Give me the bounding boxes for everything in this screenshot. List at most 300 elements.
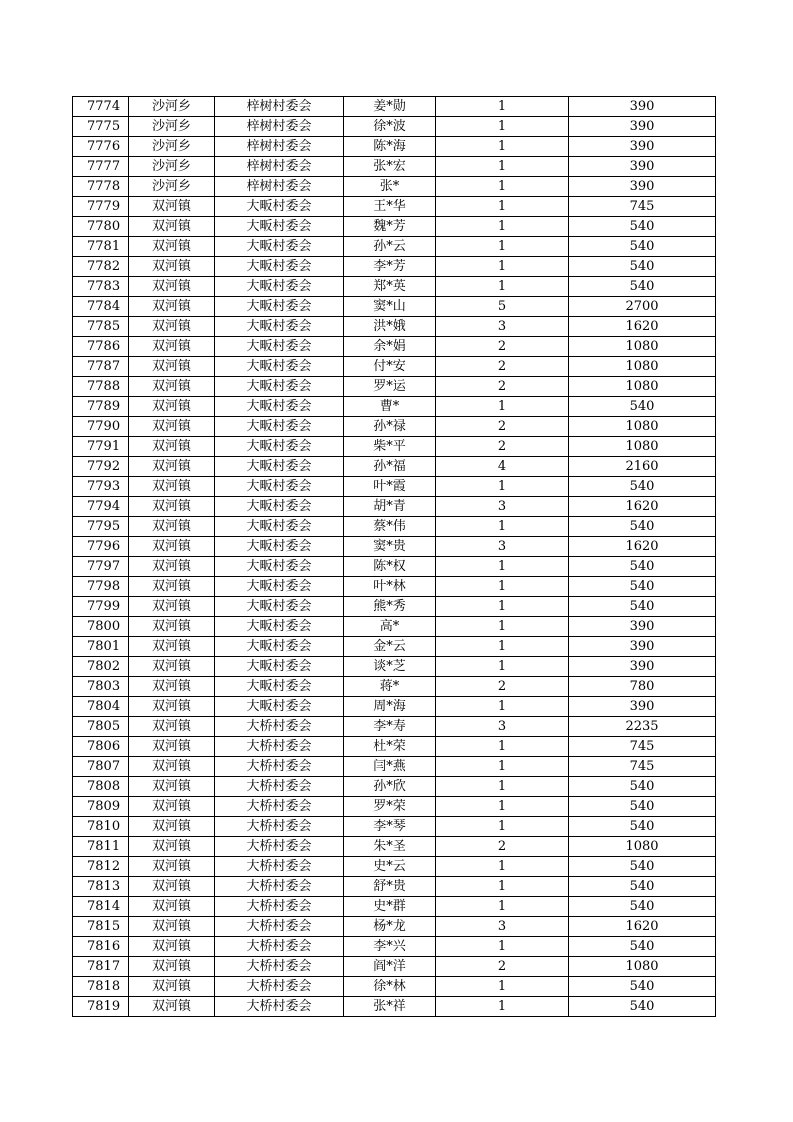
household-count-cell: 1: [436, 217, 569, 237]
amount-cell: 540: [569, 797, 716, 817]
table-row: [73, 397, 716, 417]
township-cell: 双河镇: [129, 417, 215, 437]
table-row: [73, 377, 716, 397]
township-cell: 双河镇: [129, 817, 215, 837]
serial-number-cell: 7802: [73, 657, 129, 677]
household-count-cell: 1: [436, 197, 569, 217]
serial-number-cell: 7774: [73, 97, 129, 117]
name-cell: 柴*平: [344, 437, 436, 457]
amount-cell: 540: [569, 597, 716, 617]
household-count-cell: 2: [436, 957, 569, 977]
name-cell: 孙*禄: [344, 417, 436, 437]
village-committee-cell: 大畈村委会: [215, 277, 344, 297]
household-count-cell: 1: [436, 657, 569, 677]
table-row: [73, 877, 716, 897]
village-committee-cell: 大畈村委会: [215, 377, 344, 397]
name-cell: 李*兴: [344, 937, 436, 957]
amount-cell: 540: [569, 257, 716, 277]
name-cell: 洪*娥: [344, 317, 436, 337]
serial-number-cell: 7806: [73, 737, 129, 757]
serial-number-cell: 7799: [73, 597, 129, 617]
name-cell: 李*芳: [344, 257, 436, 277]
serial-number-cell: 7775: [73, 117, 129, 137]
township-cell: 双河镇: [129, 937, 215, 957]
village-committee-cell: 大桥村委会: [215, 917, 344, 937]
household-count-cell: 1: [436, 697, 569, 717]
serial-number-cell: 7792: [73, 457, 129, 477]
amount-cell: 540: [569, 897, 716, 917]
household-count-cell: 5: [436, 297, 569, 317]
township-cell: 双河镇: [129, 637, 215, 657]
village-committee-cell: 梓树村委会: [215, 157, 344, 177]
village-committee-cell: 大畈村委会: [215, 457, 344, 477]
name-cell: 胡*青: [344, 497, 436, 517]
table-row: [73, 137, 716, 157]
table-row: [73, 997, 716, 1017]
table-row: [73, 837, 716, 857]
serial-number-cell: 7797: [73, 557, 129, 577]
household-count-cell: 3: [436, 717, 569, 737]
village-committee-cell: 大畈村委会: [215, 497, 344, 517]
household-count-cell: 2: [436, 337, 569, 357]
amount-cell: 540: [569, 397, 716, 417]
household-count-cell: 1: [436, 777, 569, 797]
serial-number-cell: 7795: [73, 517, 129, 537]
household-count-cell: 2: [436, 437, 569, 457]
township-cell: 双河镇: [129, 557, 215, 577]
name-cell: 窦*山: [344, 297, 436, 317]
serial-number-cell: 7793: [73, 477, 129, 497]
name-cell: 张*祥: [344, 997, 436, 1017]
village-committee-cell: 梓树村委会: [215, 117, 344, 137]
village-committee-cell: 大畈村委会: [215, 517, 344, 537]
name-cell: 蔡*伟: [344, 517, 436, 537]
amount-cell: 1620: [569, 917, 716, 937]
amount-cell: 1080: [569, 377, 716, 397]
township-cell: 双河镇: [129, 957, 215, 977]
name-cell: 舒*贵: [344, 877, 436, 897]
village-committee-cell: 大桥村委会: [215, 877, 344, 897]
household-count-cell: 1: [436, 117, 569, 137]
amount-cell: 540: [569, 777, 716, 797]
table-row: [73, 537, 716, 557]
table-row: [73, 857, 716, 877]
table-row: [73, 817, 716, 837]
village-committee-cell: 梓树村委会: [215, 97, 344, 117]
table-row: [73, 477, 716, 497]
township-cell: 双河镇: [129, 537, 215, 557]
serial-number-cell: 7790: [73, 417, 129, 437]
amount-cell: 390: [569, 637, 716, 657]
serial-number-cell: 7810: [73, 817, 129, 837]
village-committee-cell: 大畈村委会: [215, 657, 344, 677]
name-cell: 杨*龙: [344, 917, 436, 937]
amount-cell: 540: [569, 577, 716, 597]
village-committee-cell: 大畈村委会: [215, 437, 344, 457]
table-row: [73, 717, 716, 737]
table-row: [73, 617, 716, 637]
amount-cell: 540: [569, 237, 716, 257]
serial-number-cell: 7809: [73, 797, 129, 817]
table-row: [73, 197, 716, 217]
serial-number-cell: 7811: [73, 837, 129, 857]
serial-number-cell: 7801: [73, 637, 129, 657]
name-cell: 姜*勋: [344, 97, 436, 117]
household-count-cell: 1: [436, 137, 569, 157]
household-count-cell: 2: [436, 377, 569, 397]
household-count-cell: 1: [436, 897, 569, 917]
table-row: [73, 697, 716, 717]
amount-cell: 540: [569, 817, 716, 837]
household-count-cell: 1: [436, 997, 569, 1017]
serial-number-cell: 7782: [73, 257, 129, 277]
township-cell: 双河镇: [129, 237, 215, 257]
serial-number-cell: 7778: [73, 177, 129, 197]
name-cell: 曹*: [344, 397, 436, 417]
village-committee-cell: 大桥村委会: [215, 977, 344, 997]
township-cell: 双河镇: [129, 657, 215, 677]
household-count-cell: 4: [436, 457, 569, 477]
amount-cell: 390: [569, 657, 716, 677]
name-cell: 谈*芝: [344, 657, 436, 677]
table-row: [73, 117, 716, 137]
serial-number-cell: 7805: [73, 717, 129, 737]
name-cell: 魏*芳: [344, 217, 436, 237]
name-cell: 郑*英: [344, 277, 436, 297]
name-cell: 张*: [344, 177, 436, 197]
name-cell: 朱*圣: [344, 837, 436, 857]
amount-cell: 1080: [569, 337, 716, 357]
township-cell: 双河镇: [129, 897, 215, 917]
name-cell: 熊*秀: [344, 597, 436, 617]
name-cell: 徐*波: [344, 117, 436, 137]
serial-number-cell: 7777: [73, 157, 129, 177]
amount-cell: 540: [569, 877, 716, 897]
serial-number-cell: 7804: [73, 697, 129, 717]
serial-number-cell: 7789: [73, 397, 129, 417]
township-cell: 双河镇: [129, 737, 215, 757]
household-count-cell: 1: [436, 857, 569, 877]
township-cell: 双河镇: [129, 877, 215, 897]
household-count-cell: 2: [436, 677, 569, 697]
household-count-cell: 3: [436, 537, 569, 557]
village-committee-cell: 大畈村委会: [215, 357, 344, 377]
amount-cell: 745: [569, 737, 716, 757]
amount-cell: 390: [569, 137, 716, 157]
village-committee-cell: 大畈村委会: [215, 317, 344, 337]
village-committee-cell: 大畈村委会: [215, 397, 344, 417]
household-count-cell: 1: [436, 557, 569, 577]
serial-number-cell: 7787: [73, 357, 129, 377]
serial-number-cell: 7776: [73, 137, 129, 157]
village-committee-cell: 大畈村委会: [215, 217, 344, 237]
amount-cell: 745: [569, 757, 716, 777]
township-cell: 双河镇: [129, 677, 215, 697]
amount-cell: 1080: [569, 837, 716, 857]
amount-cell: 540: [569, 857, 716, 877]
village-committee-cell: 大畈村委会: [215, 237, 344, 257]
amount-cell: 745: [569, 197, 716, 217]
village-committee-cell: 大畈村委会: [215, 197, 344, 217]
household-count-cell: 1: [436, 177, 569, 197]
amount-cell: 540: [569, 517, 716, 537]
table-row: [73, 677, 716, 697]
household-count-cell: 1: [436, 517, 569, 537]
serial-number-cell: 7798: [73, 577, 129, 597]
serial-number-cell: 7791: [73, 437, 129, 457]
table-row: [73, 237, 716, 257]
name-cell: 陈*权: [344, 557, 436, 577]
township-cell: 沙河乡: [129, 97, 215, 117]
amount-cell: 540: [569, 997, 716, 1017]
name-cell: 史*云: [344, 857, 436, 877]
amount-cell: 390: [569, 117, 716, 137]
table-row: [73, 217, 716, 237]
village-committee-cell: 大畈村委会: [215, 417, 344, 437]
township-cell: 双河镇: [129, 617, 215, 637]
table-row: [73, 437, 716, 457]
serial-number-cell: 7800: [73, 617, 129, 637]
township-cell: 沙河乡: [129, 157, 215, 177]
household-count-cell: 1: [436, 937, 569, 957]
name-cell: 李*琴: [344, 817, 436, 837]
household-count-cell: 3: [436, 317, 569, 337]
serial-number-cell: 7780: [73, 217, 129, 237]
township-cell: 双河镇: [129, 397, 215, 417]
amount-cell: 1080: [569, 957, 716, 977]
amount-cell: 540: [569, 477, 716, 497]
amount-cell: 540: [569, 217, 716, 237]
household-count-cell: 1: [436, 157, 569, 177]
village-committee-cell: 大畈村委会: [215, 617, 344, 637]
amount-cell: 1620: [569, 537, 716, 557]
township-cell: 双河镇: [129, 217, 215, 237]
household-count-cell: 1: [436, 97, 569, 117]
name-cell: 付*安: [344, 357, 436, 377]
table-row: [73, 937, 716, 957]
serial-number-cell: 7816: [73, 937, 129, 957]
table-row: [73, 597, 716, 617]
serial-number-cell: 7786: [73, 337, 129, 357]
village-committee-cell: 大畈村委会: [215, 557, 344, 577]
township-cell: 双河镇: [129, 457, 215, 477]
serial-number-cell: 7812: [73, 857, 129, 877]
amount-cell: 1080: [569, 357, 716, 377]
name-cell: 阎*洋: [344, 957, 436, 977]
table-row: [73, 557, 716, 577]
serial-number-cell: 7807: [73, 757, 129, 777]
serial-number-cell: 7788: [73, 377, 129, 397]
township-cell: 双河镇: [129, 257, 215, 277]
township-cell: 双河镇: [129, 437, 215, 457]
household-count-cell: 1: [436, 237, 569, 257]
amount-cell: 1080: [569, 417, 716, 437]
household-count-cell: 2: [436, 417, 569, 437]
village-committee-cell: 梓树村委会: [215, 137, 344, 157]
table-row: [73, 337, 716, 357]
household-count-cell: 1: [436, 797, 569, 817]
township-cell: 双河镇: [129, 917, 215, 937]
serial-number-cell: 7817: [73, 957, 129, 977]
name-cell: 孙*福: [344, 457, 436, 477]
table-row: [73, 757, 716, 777]
serial-number-cell: 7814: [73, 897, 129, 917]
serial-number-cell: 7783: [73, 277, 129, 297]
amount-cell: 2235: [569, 717, 716, 737]
serial-number-cell: 7781: [73, 237, 129, 257]
amount-cell: 2160: [569, 457, 716, 477]
data-table: [72, 96, 716, 1017]
village-committee-cell: 大畈村委会: [215, 257, 344, 277]
township-cell: 双河镇: [129, 597, 215, 617]
serial-number-cell: 7819: [73, 997, 129, 1017]
amount-cell: 390: [569, 97, 716, 117]
household-count-cell: 1: [436, 757, 569, 777]
name-cell: 叶*霞: [344, 477, 436, 497]
township-cell: 双河镇: [129, 797, 215, 817]
household-count-cell: 1: [436, 737, 569, 757]
township-cell: 双河镇: [129, 497, 215, 517]
amount-cell: 2700: [569, 297, 716, 317]
township-cell: 双河镇: [129, 757, 215, 777]
amount-cell: 540: [569, 937, 716, 957]
village-committee-cell: 大畈村委会: [215, 537, 344, 557]
amount-cell: 390: [569, 697, 716, 717]
village-committee-cell: 大桥村委会: [215, 857, 344, 877]
table-row: [73, 457, 716, 477]
name-cell: 高*: [344, 617, 436, 637]
village-committee-cell: 大桥村委会: [215, 997, 344, 1017]
serial-number-cell: 7815: [73, 917, 129, 937]
table-row: [73, 577, 716, 597]
village-committee-cell: 大桥村委会: [215, 957, 344, 977]
name-cell: 王*华: [344, 197, 436, 217]
village-committee-cell: 大桥村委会: [215, 757, 344, 777]
township-cell: 双河镇: [129, 997, 215, 1017]
table-row: [73, 277, 716, 297]
amount-cell: 780: [569, 677, 716, 697]
table-row: [73, 777, 716, 797]
township-cell: 双河镇: [129, 277, 215, 297]
amount-cell: 540: [569, 977, 716, 997]
name-cell: 孙*欣: [344, 777, 436, 797]
household-count-cell: 1: [436, 617, 569, 637]
township-cell: 沙河乡: [129, 177, 215, 197]
table-row: [73, 897, 716, 917]
name-cell: 余*娟: [344, 337, 436, 357]
village-committee-cell: 大桥村委会: [215, 817, 344, 837]
township-cell: 双河镇: [129, 977, 215, 997]
township-cell: 双河镇: [129, 837, 215, 857]
amount-cell: 1080: [569, 437, 716, 457]
township-cell: 双河镇: [129, 337, 215, 357]
serial-number-cell: 7796: [73, 537, 129, 557]
village-committee-cell: 大桥村委会: [215, 777, 344, 797]
village-committee-cell: 大畈村委会: [215, 677, 344, 697]
serial-number-cell: 7785: [73, 317, 129, 337]
serial-number-cell: 7808: [73, 777, 129, 797]
table-row: [73, 257, 716, 277]
serial-number-cell: 7779: [73, 197, 129, 217]
name-cell: 蒋*: [344, 677, 436, 697]
serial-number-cell: 7784: [73, 297, 129, 317]
household-count-cell: 1: [436, 597, 569, 617]
village-committee-cell: 大桥村委会: [215, 837, 344, 857]
household-count-cell: 2: [436, 357, 569, 377]
village-committee-cell: 大畈村委会: [215, 597, 344, 617]
table-row: [73, 297, 716, 317]
amount-cell: 1620: [569, 497, 716, 517]
serial-number-cell: 7794: [73, 497, 129, 517]
table-row: [73, 977, 716, 997]
village-committee-cell: 大桥村委会: [215, 797, 344, 817]
name-cell: 孙*云: [344, 237, 436, 257]
table-row: [73, 657, 716, 677]
table-row: [73, 917, 716, 937]
village-committee-cell: 大畈村委会: [215, 697, 344, 717]
township-cell: 双河镇: [129, 197, 215, 217]
name-cell: 杜*荣: [344, 737, 436, 757]
table-row: [73, 157, 716, 177]
township-cell: 双河镇: [129, 577, 215, 597]
household-count-cell: 1: [436, 977, 569, 997]
name-cell: 罗*荣: [344, 797, 436, 817]
name-cell: 徐*林: [344, 977, 436, 997]
name-cell: 窦*贵: [344, 537, 436, 557]
village-committee-cell: 大桥村委会: [215, 897, 344, 917]
serial-number-cell: 7813: [73, 877, 129, 897]
table-row: [73, 737, 716, 757]
village-committee-cell: 大桥村委会: [215, 937, 344, 957]
township-cell: 双河镇: [129, 777, 215, 797]
village-committee-cell: 大畈村委会: [215, 577, 344, 597]
township-cell: 沙河乡: [129, 137, 215, 157]
name-cell: 陈*海: [344, 137, 436, 157]
table-row: [73, 317, 716, 337]
amount-cell: 540: [569, 557, 716, 577]
household-count-cell: 1: [436, 637, 569, 657]
township-cell: 双河镇: [129, 857, 215, 877]
township-cell: 双河镇: [129, 717, 215, 737]
household-count-cell: 3: [436, 497, 569, 517]
table-row: [73, 497, 716, 517]
name-cell: 张*宏: [344, 157, 436, 177]
township-cell: 双河镇: [129, 477, 215, 497]
household-count-cell: 1: [436, 257, 569, 277]
name-cell: 李*寿: [344, 717, 436, 737]
household-count-cell: 1: [436, 397, 569, 417]
village-committee-cell: 大桥村委会: [215, 717, 344, 737]
township-cell: 双河镇: [129, 357, 215, 377]
household-count-cell: 1: [436, 477, 569, 497]
table-row: [73, 637, 716, 657]
household-count-cell: 1: [436, 877, 569, 897]
household-count-cell: 2: [436, 837, 569, 857]
amount-cell: 390: [569, 177, 716, 197]
table-row: [73, 517, 716, 537]
amount-cell: 390: [569, 157, 716, 177]
table-body: [73, 97, 716, 1017]
name-cell: 史*群: [344, 897, 436, 917]
table-row: [73, 797, 716, 817]
amount-cell: 390: [569, 617, 716, 637]
township-cell: 双河镇: [129, 517, 215, 537]
household-count-cell: 1: [436, 577, 569, 597]
table-row: [73, 957, 716, 977]
serial-number-cell: 7803: [73, 677, 129, 697]
township-cell: 双河镇: [129, 317, 215, 337]
household-count-cell: 1: [436, 277, 569, 297]
